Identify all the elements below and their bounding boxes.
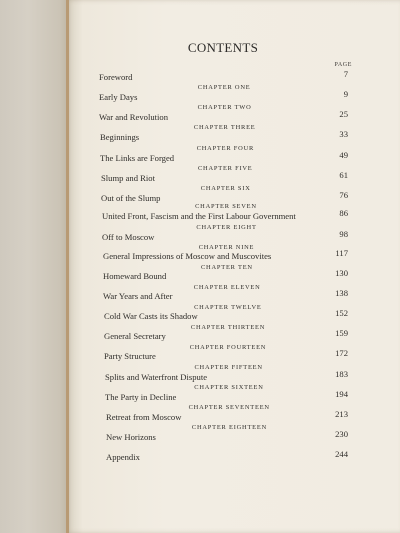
- entry-title: Retreat from Moscow: [106, 412, 182, 422]
- entry-page-number: 61: [339, 170, 348, 180]
- entry-page-number: 244: [335, 449, 348, 459]
- chapter-label: CHAPTER THREE: [193, 124, 256, 131]
- page-column-header: PAGE: [334, 62, 352, 68]
- chapter-label: CHAPTER SIXTEEN: [194, 384, 264, 391]
- entry-page-number: 49: [339, 150, 348, 160]
- chapter-label: CHAPTER SIX: [200, 185, 251, 192]
- entry-title: Beginnings: [100, 132, 140, 142]
- entry-page-number: 25: [339, 109, 348, 119]
- chapter-label: CHAPTER THIRTEEN: [190, 324, 266, 331]
- entry-title: Early Days: [99, 92, 138, 102]
- entry-title: War Years and After: [103, 291, 173, 301]
- entry-page-number: 159: [335, 328, 348, 338]
- entry-page-number: 117: [335, 248, 348, 258]
- contents-heading: CONTENTS: [187, 40, 259, 55]
- entry-page-number: 230: [335, 429, 348, 439]
- entry-title: General Impressions of Moscow and Muscovites: [103, 251, 272, 261]
- entry-title: Off to Moscow: [102, 232, 155, 242]
- chapter-label: CHAPTER FIVE: [198, 165, 253, 172]
- entry-title: United Front, Fascism and the First Labour Government: [102, 211, 296, 221]
- entry-page-number: 98: [339, 229, 348, 239]
- chapter-label: CHAPTER NINE: [198, 244, 255, 251]
- chapter-label: CHAPTER EIGHT: [196, 224, 257, 231]
- entry-title: Cold War Casts its Shadow: [104, 311, 198, 321]
- entry-title: Foreword: [99, 72, 133, 82]
- entry-page-number: 9: [343, 89, 348, 99]
- chapter-label: CHAPTER EIGHTEEN: [191, 424, 267, 431]
- entry-title: Splits and Waterfront Dispute: [105, 372, 208, 382]
- entry-page-number: 172: [335, 348, 348, 358]
- chapter-label: CHAPTER TEN: [201, 264, 253, 271]
- chapter-label: CHAPTER ONE: [197, 84, 251, 91]
- entry-title: The Party in Decline: [105, 392, 177, 402]
- entry-page-number: 138: [335, 288, 348, 298]
- entry-page-number: 130: [335, 268, 348, 278]
- entry-page-number: 194: [335, 389, 348, 399]
- entry-title: Homeward Bound: [103, 271, 167, 281]
- entry-title: General Secretary: [104, 331, 166, 341]
- entry-page-number: 7: [343, 69, 348, 79]
- entry-page-number: 33: [339, 129, 348, 139]
- chapter-label: CHAPTER SEVENTEEN: [188, 404, 270, 411]
- entry-title: New Horizons: [106, 432, 156, 442]
- entry-title: Party Structure: [104, 351, 156, 361]
- entry-page-number: 213: [335, 409, 348, 419]
- entry-title: War and Revolution: [99, 112, 168, 122]
- book-spine-shadow: [0, 0, 70, 533]
- entry-page-number: 76: [339, 190, 348, 200]
- chapter-label: CHAPTER FIFTEEN: [194, 364, 263, 371]
- entry-title: Appendix: [106, 452, 140, 462]
- entry-page-number: 86: [339, 208, 348, 218]
- entry-title: Out of the Slump: [101, 193, 161, 203]
- chapter-label: CHAPTER TWELVE: [194, 304, 262, 311]
- entry-title: Slump and Riot: [101, 173, 155, 183]
- chapter-label: CHAPTER ELEVEN: [193, 284, 261, 291]
- chapter-label: CHAPTER SEVEN: [195, 203, 257, 210]
- entry-page-number: 183: [335, 369, 348, 379]
- chapter-label: CHAPTER FOURTEEN: [189, 344, 267, 351]
- chapter-label: CHAPTER FOUR: [196, 145, 255, 152]
- entry-title: The Links are Forged: [100, 153, 175, 163]
- page-edge: [66, 0, 69, 533]
- entry-page-number: 152: [335, 308, 348, 318]
- chapter-label: CHAPTER TWO: [197, 104, 252, 111]
